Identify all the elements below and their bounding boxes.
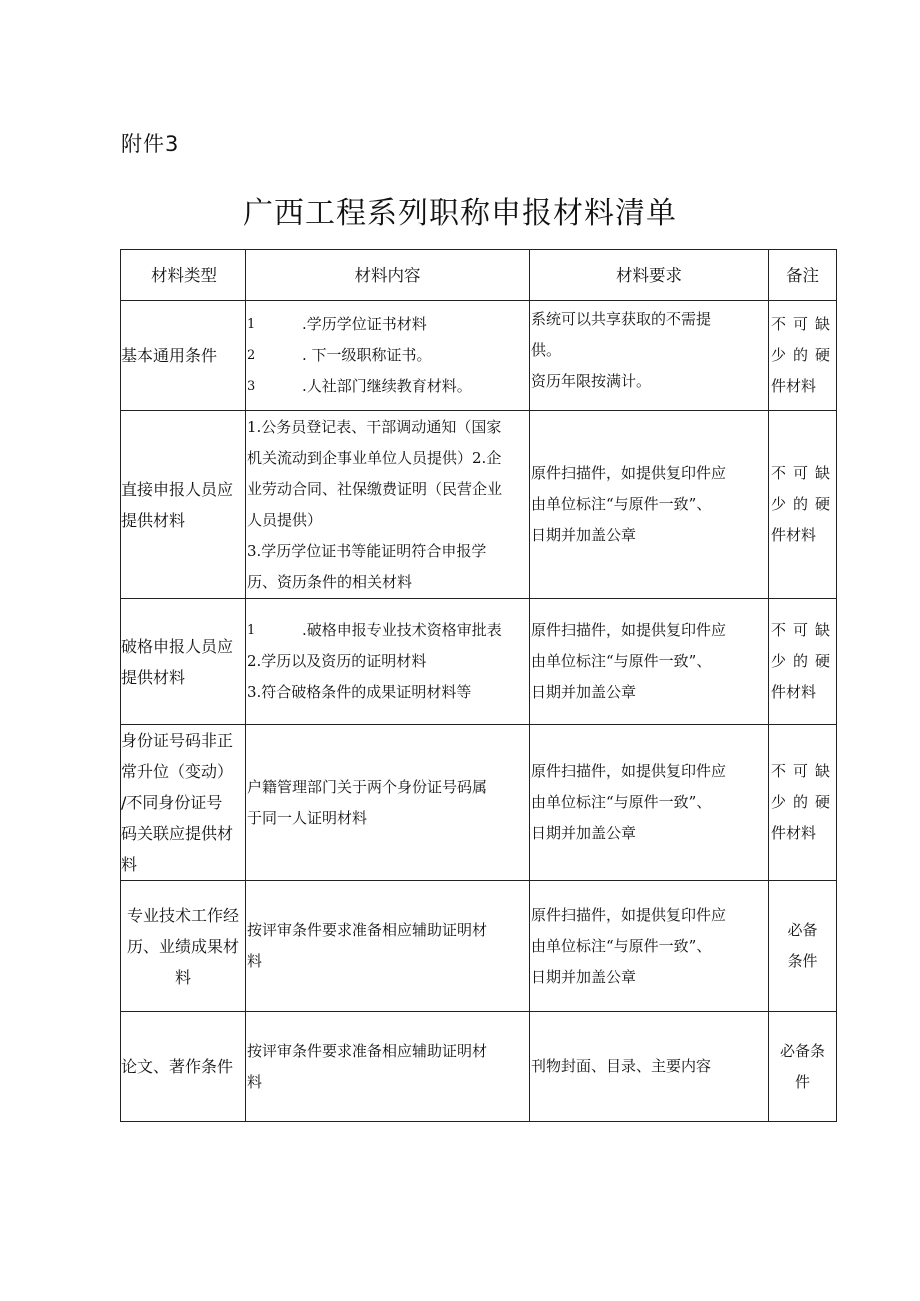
header-type: 材料类型 (121, 250, 246, 301)
row-type-line: 料 (121, 855, 138, 874)
row-type-line: 提供材料 (121, 667, 186, 687)
content-line: 3.符合破格条件的成果证明材料等 (247, 683, 472, 701)
row-type (121, 301, 246, 411)
row-type (121, 881, 246, 1012)
note-line: 少的硬 (771, 793, 830, 811)
note-line: 不可缺 (771, 621, 830, 639)
row-requirement (530, 599, 769, 725)
note-line: 不可缺 (771, 315, 830, 333)
content-line: 2.学历以及资历的证明材料 (247, 652, 427, 670)
requirement-line: 系统可以共享获取的不需提 (531, 310, 712, 328)
note-line: 少的硬 (771, 495, 830, 513)
content-line: 历、资历条件的相关材料 (247, 572, 413, 591)
row-type (121, 599, 246, 725)
table-header-row (121, 250, 837, 301)
content-line: 于同一人证明材料 (247, 808, 368, 827)
table-row (121, 599, 837, 725)
requirement-line: 刊物封面、目录、主要内容 (531, 1057, 712, 1075)
header-requirement: 材料要求 (530, 250, 769, 301)
table-row (121, 301, 837, 411)
requirement-line: 由单位标注“与原件一致”、 (531, 936, 712, 955)
row-note (769, 301, 837, 411)
list-item (247, 615, 529, 646)
row-note (769, 725, 837, 881)
row-type (121, 725, 246, 881)
row-type-line: 专业技术工作经 (126, 905, 239, 925)
requirement-line: 资历年限按满计。 (531, 372, 652, 390)
materials-table (120, 249, 837, 1122)
requirement-line: 日期并加盖公章 (531, 967, 637, 986)
row-note (769, 599, 837, 725)
row-content (246, 599, 530, 725)
header-note: 备注 (769, 250, 837, 301)
row-content (246, 301, 530, 411)
item-text: .破格申报专业技术资格审批表 (302, 621, 502, 639)
content-line: 按评审条件要求准备相应辅助证明材 (247, 1041, 488, 1060)
content-line: 机关流动到企事业单位人员提供）2.企 (247, 448, 502, 467)
row-note (769, 881, 837, 1012)
content-line: 3.学历学位证书等能证明符合申报学 (247, 541, 487, 560)
note-line: 条件 (787, 952, 818, 970)
row-type-line: 提供材料 (121, 510, 186, 530)
note-line: 件材料 (771, 824, 817, 842)
content-line: 1.公务员登记表、干部调动通知（国家 (247, 417, 502, 436)
item-number: 3 (247, 379, 256, 394)
row-requirement (530, 301, 769, 411)
table-row (121, 411, 837, 599)
note-line: 件材料 (771, 526, 817, 544)
list-item (247, 340, 529, 371)
row-type-line: /不同身份证号 (121, 793, 223, 812)
item-number: 1 (247, 317, 256, 332)
table-row (121, 881, 837, 1012)
row-content (246, 881, 530, 1012)
item-text: .人社部门继续教育材料。 (302, 377, 472, 395)
note-line: 件 (794, 1072, 810, 1091)
note-line: 必备条 (779, 1041, 825, 1060)
row-type-line: 身份证号码非正 (121, 731, 234, 750)
row-type-line: 历、业绩成果材 (126, 936, 239, 956)
item-text: . 下一级职称证书。 (302, 346, 432, 364)
row-note (769, 411, 837, 599)
row-type (121, 1012, 246, 1122)
requirement-line: 原件扫描件，如提供复印件应 (531, 464, 727, 482)
note-line: 不可缺 (771, 464, 830, 482)
row-type (121, 411, 246, 599)
requirement-line: 由单位标注“与原件一致”、 (531, 495, 712, 513)
row-type-text: 基本通用条件 (121, 346, 218, 365)
row-requirement (530, 411, 769, 599)
attachment-label: 附件3 (121, 132, 180, 156)
header-content: 材料内容 (246, 250, 530, 301)
row-requirement (530, 725, 769, 881)
note-line: 件材料 (771, 377, 817, 395)
item-number: 2 (247, 348, 256, 363)
row-content (246, 411, 530, 599)
row-type-line: 料 (174, 967, 191, 987)
content-line: 料 (247, 1072, 263, 1091)
row-type-line: 直接申报人员应 (121, 479, 234, 499)
document-title: 广西工程系列职称申报材料清单 (243, 196, 677, 231)
requirement-line: 由单位标注“与原件一致”、 (531, 652, 712, 670)
row-requirement (530, 1012, 769, 1122)
requirement-line: 日期并加盖公章 (531, 683, 637, 701)
row-type-line: 码关联应提供材 (121, 824, 234, 843)
content-line: 料 (247, 952, 263, 970)
requirement-line: 原件扫描件，如提供复印件应 (531, 762, 727, 780)
row-content (246, 725, 530, 881)
row-type-text: 论文、著作条件 (121, 1057, 234, 1076)
note-line: 少的硬 (771, 652, 830, 670)
note-line: 件材料 (771, 683, 817, 701)
list-item (247, 371, 529, 402)
item-number: 1 (247, 623, 256, 638)
requirement-line: 原件扫描件，如提供复印件应 (531, 621, 727, 639)
content-line: 户籍管理部门关于两个身份证号码属 (247, 777, 488, 796)
row-requirement (530, 881, 769, 1012)
content-line: 人员提供） (247, 510, 323, 529)
requirement-line: 日期并加盖公章 (531, 824, 637, 842)
table-row (121, 725, 837, 881)
note-line: 必备 (787, 921, 818, 939)
requirement-line: 供。 (531, 341, 562, 359)
item-text: .学历学位证书材料 (302, 315, 427, 333)
content-line: 按评审条件要求准备相应辅助证明材 (247, 921, 488, 939)
requirement-line: 日期并加盖公章 (531, 526, 637, 544)
note-line: 少的硬 (771, 346, 830, 364)
row-type-line: 破格申报人员应 (121, 636, 234, 656)
requirement-line: 原件扫描件，如提供复印件应 (531, 905, 727, 924)
table-row (121, 1012, 837, 1122)
content-line: 业劳动合同、社保缴费证明（民营企业 (247, 479, 503, 498)
row-type-line: 常升位（变动） (121, 762, 234, 781)
row-note (769, 1012, 837, 1122)
list-item (247, 309, 529, 340)
row-content (246, 1012, 530, 1122)
note-line: 不可缺 (771, 762, 830, 780)
requirement-line: 由单位标注“与原件一致”、 (531, 793, 712, 811)
